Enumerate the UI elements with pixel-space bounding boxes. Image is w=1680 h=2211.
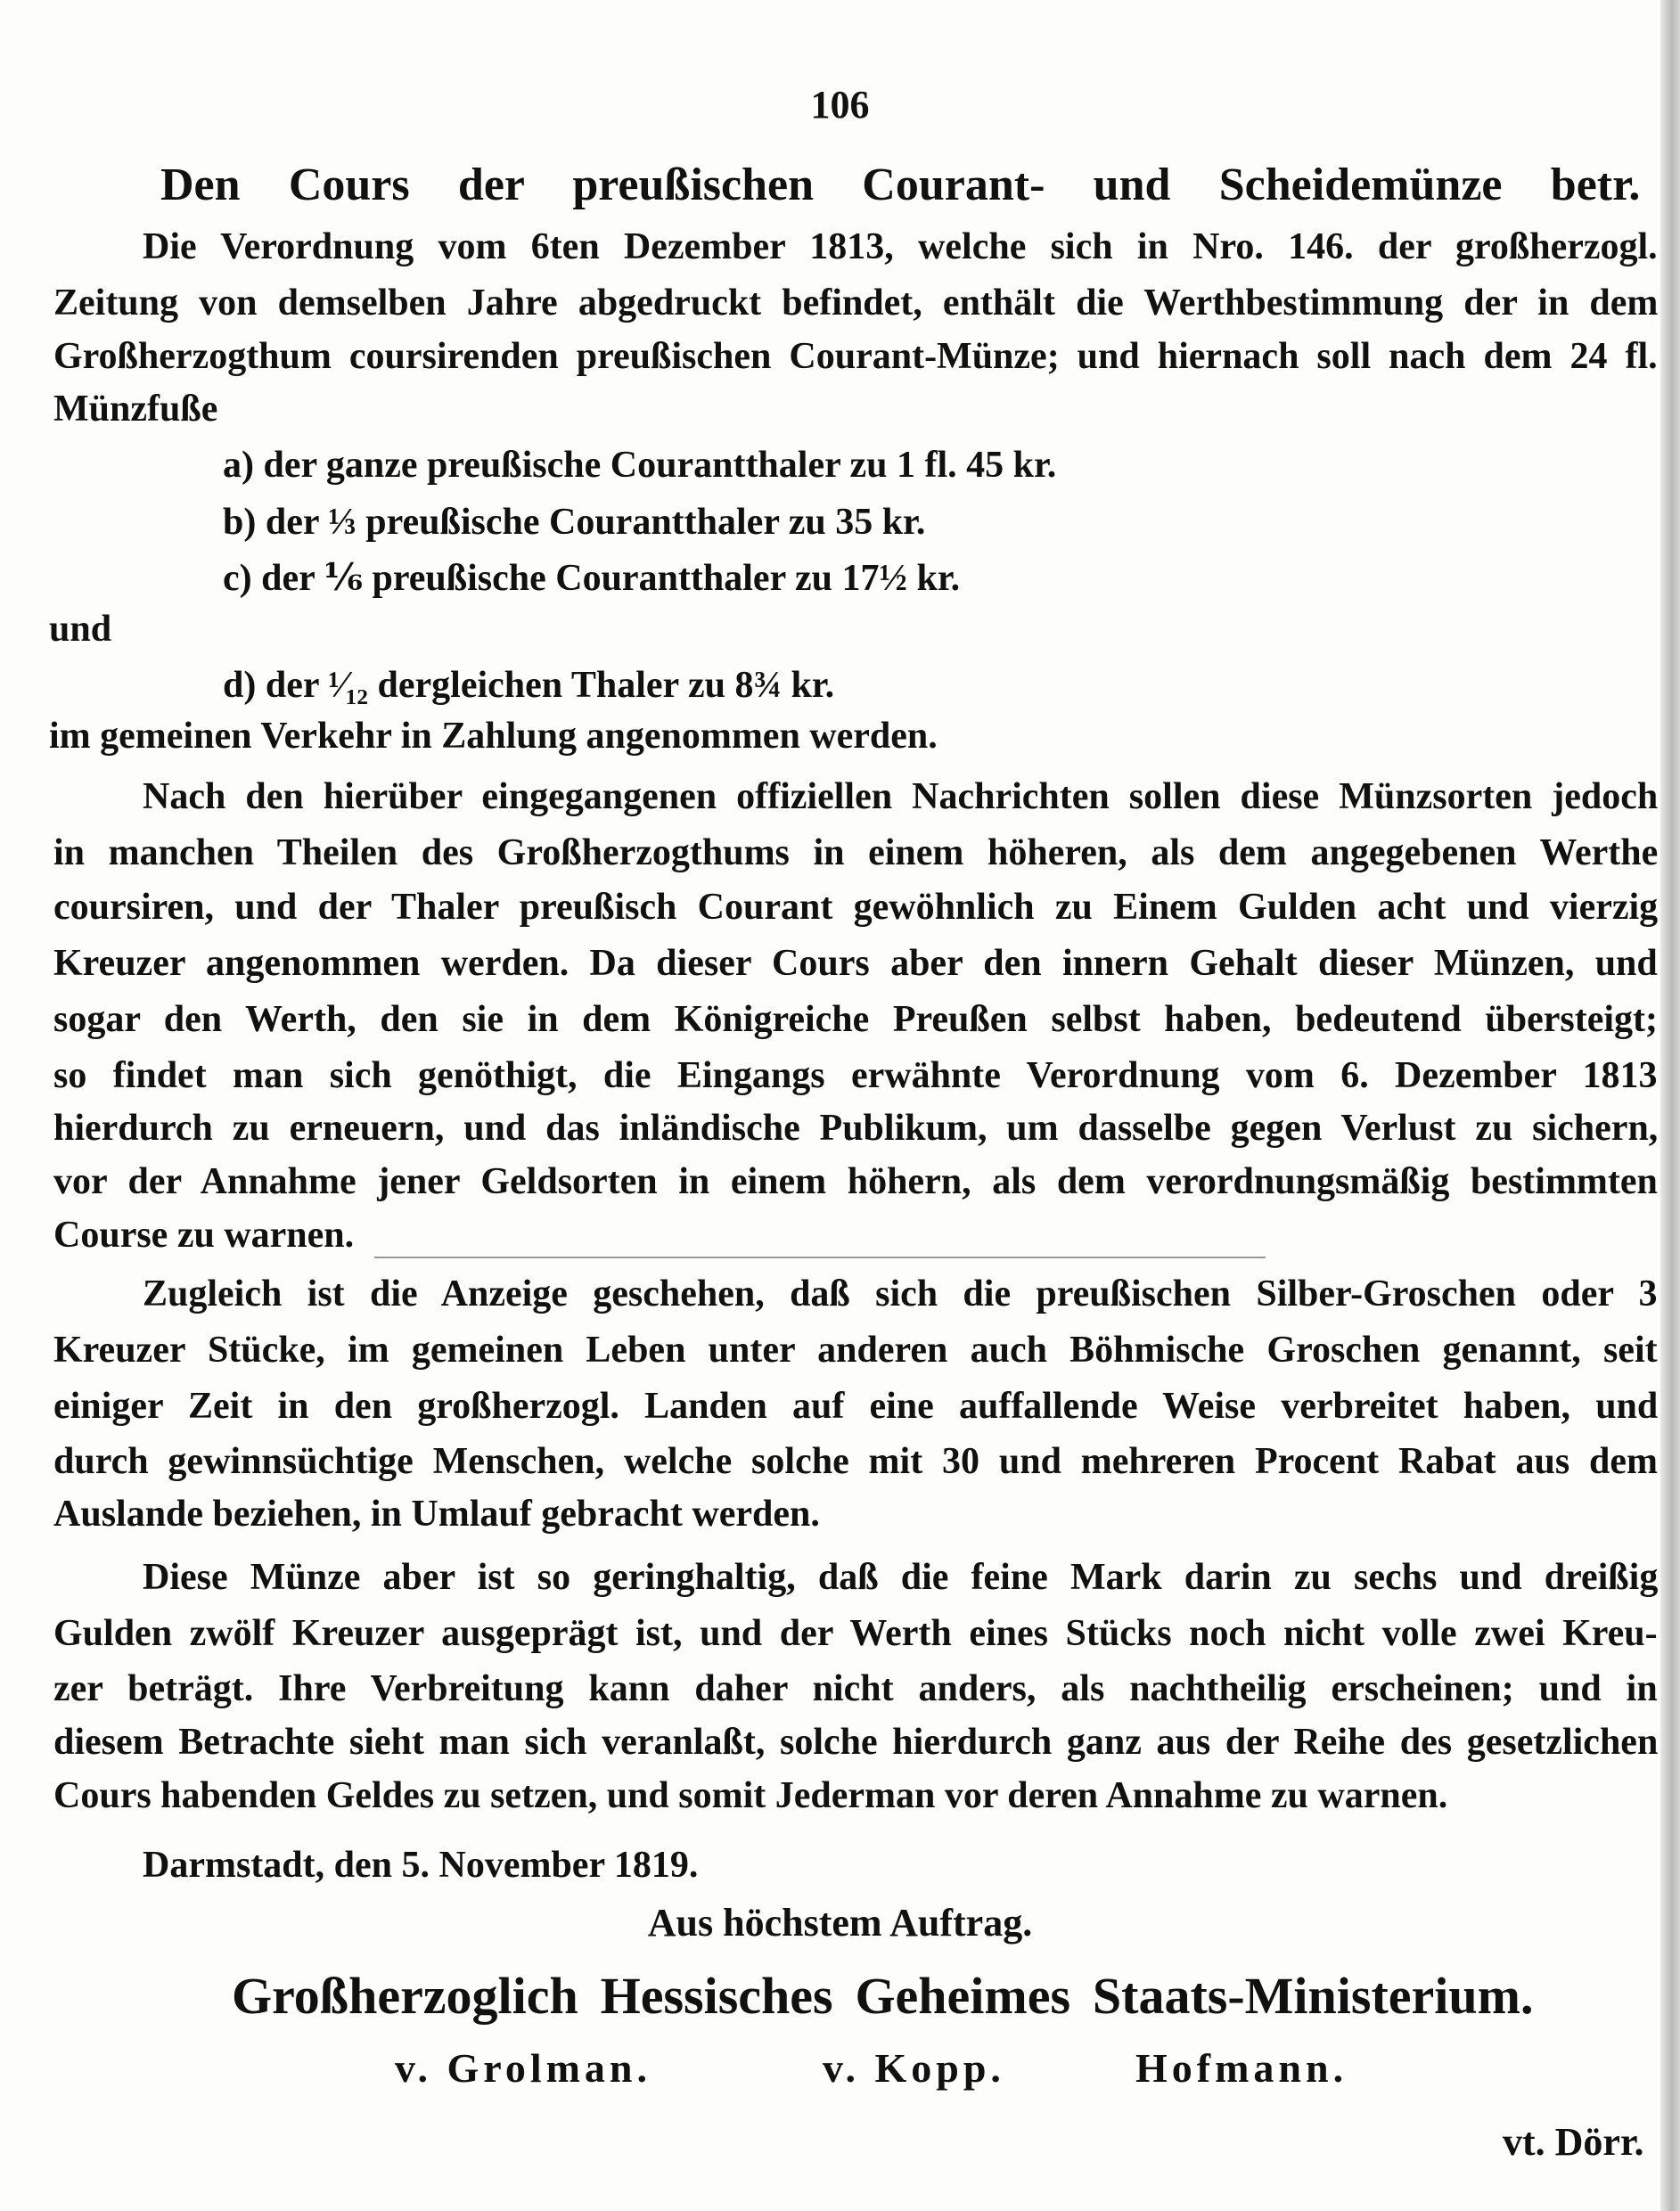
text-line: diesem Betrachte sieht man sich veranlaßt, solche hierdurch ganz aus der Reihe des gesetzlichen [53, 1722, 1659, 1763]
text-line: Münzfuße [53, 389, 218, 430]
text-line: Course zu warnen. [53, 1215, 355, 1256]
text-line: Kreuzer Stücke, im gemeinen Leben unter anderen auch Böhmische Groschen genannt, seit [53, 1330, 1658, 1371]
signature-grolman: v. Grolman. [395, 2045, 652, 2091]
text-line: Kreuzer angenommen werden. Da dieser Cours aber den innern Gehalt dieser Münzen, und [53, 943, 1658, 984]
text-line: Auslande beziehen, in Umlauf gebracht werden. [53, 1494, 820, 1535]
ministry-name: Großherzoglich Hessisches Geheimes Staats-Ministerium. [232, 1967, 1534, 2025]
text-line: Zugleich ist die Anzeige geschehen, daß sich die preußischen Silber-Groschen oder 3 [143, 1273, 1658, 1314]
text-line: Großherzogthum coursirenden preußischen Courant-Münze; und hiernach soll nach dem 24 fl. [53, 336, 1658, 377]
text-line: c) der ⅙ preußische Courantthaler zu 17½ kr. [223, 558, 961, 599]
document-title: Den Cours der preußischen Courant- und Scheidemünze betr. [160, 160, 1641, 210]
text-line: Gulden zwölf Kreuzer ausgeprägt ist, und der Werth eines Stücks noch nicht volle zwei Kreu- [53, 1613, 1658, 1654]
text-line: Cours habenden Geldes zu setzen, und somit Jederman vor deren Annahme zu warnen. [53, 1775, 1448, 1816]
text-line: Diese Münze aber ist so geringhaltig, daß die feine Mark darin zu sechs und dreißig [143, 1557, 1659, 1598]
text-line: durch gewinnsüchtige Menschen, welche solche mit 30 und mehreren Procent Rabat aus dem [53, 1441, 1659, 1482]
text-line: und [49, 609, 112, 650]
divider-line [374, 1257, 1266, 1258]
countersignature: vt. Dörr. [1503, 2120, 1644, 2164]
text-line: in manchen Theilen des Großherzogthums in einem höheren, als dem angegebenen Werthe [53, 832, 1659, 873]
text-line: Nach den hierüber eingegangenen offiziellen Nachrichten sollen diese Münzsorten jedoch [143, 776, 1659, 817]
page-number: 106 [810, 83, 870, 127]
text-line: im gemeinen Verkehr in Zahlung angenommen werden. [49, 716, 938, 757]
text-line: Darmstadt, den 5. November 1819. [143, 1845, 699, 1886]
signature-hofmann: Hofmann. [1135, 2045, 1348, 2091]
page-edge-shadow [1660, 0, 1680, 2211]
text-line: so findet man sich genöthigt, die Eingangs erwähnte Verordnung vom 6. Dezember 1813 [53, 1055, 1658, 1096]
text-line: einiger Zeit in den großherzogl. Landen auf eine auffallende Weise verbreitet haben, und [53, 1386, 1659, 1427]
text-line: vor der Annahme jener Geldsorten in einem höhern, als dem verordnungsmäßig bestimmten [53, 1161, 1658, 1202]
text-line: coursiren, und der Thaler preußisch Courant gewöhnlich zu Einem Gulden acht und vierzig [53, 887, 1659, 928]
text-line: b) der ⅓ preußische Courantthaler zu 35 kr. [223, 502, 926, 543]
authority-line: Aus höchstem Auftrag. [647, 1901, 1033, 1945]
text-line: zer beträgt. Ihre Verbreitung kann daher nicht anders, als nachtheilig erscheinen; und in [53, 1668, 1658, 1709]
signature-kopp: v. Kopp. [823, 2045, 1005, 2091]
text-line: sogar den Werth, den sie in dem Königreiche Preußen selbst haben, bedeutend übersteigt; [53, 999, 1658, 1040]
text-line: Die Verordnung vom 6ten Dezember 1813, welche sich in Nro. 146. der großherzogl. [143, 226, 1658, 267]
text-line: a) der ganze preußische Courantthaler zu 1 fl. 45 kr. [223, 445, 1057, 486]
text-line: Zeitung von demselben Jahre abgedruckt befindet, enthält die Werthbestimmung der in dem [53, 283, 1659, 323]
text-line: d) der ¹⁄₁₂ dergleichen Thaler zu 8¾ kr. [223, 665, 835, 706]
text-line: hierdurch zu erneuern, und das inländische Publikum, um dasselbe gegen Verlust zu sichern, [53, 1108, 1659, 1149]
